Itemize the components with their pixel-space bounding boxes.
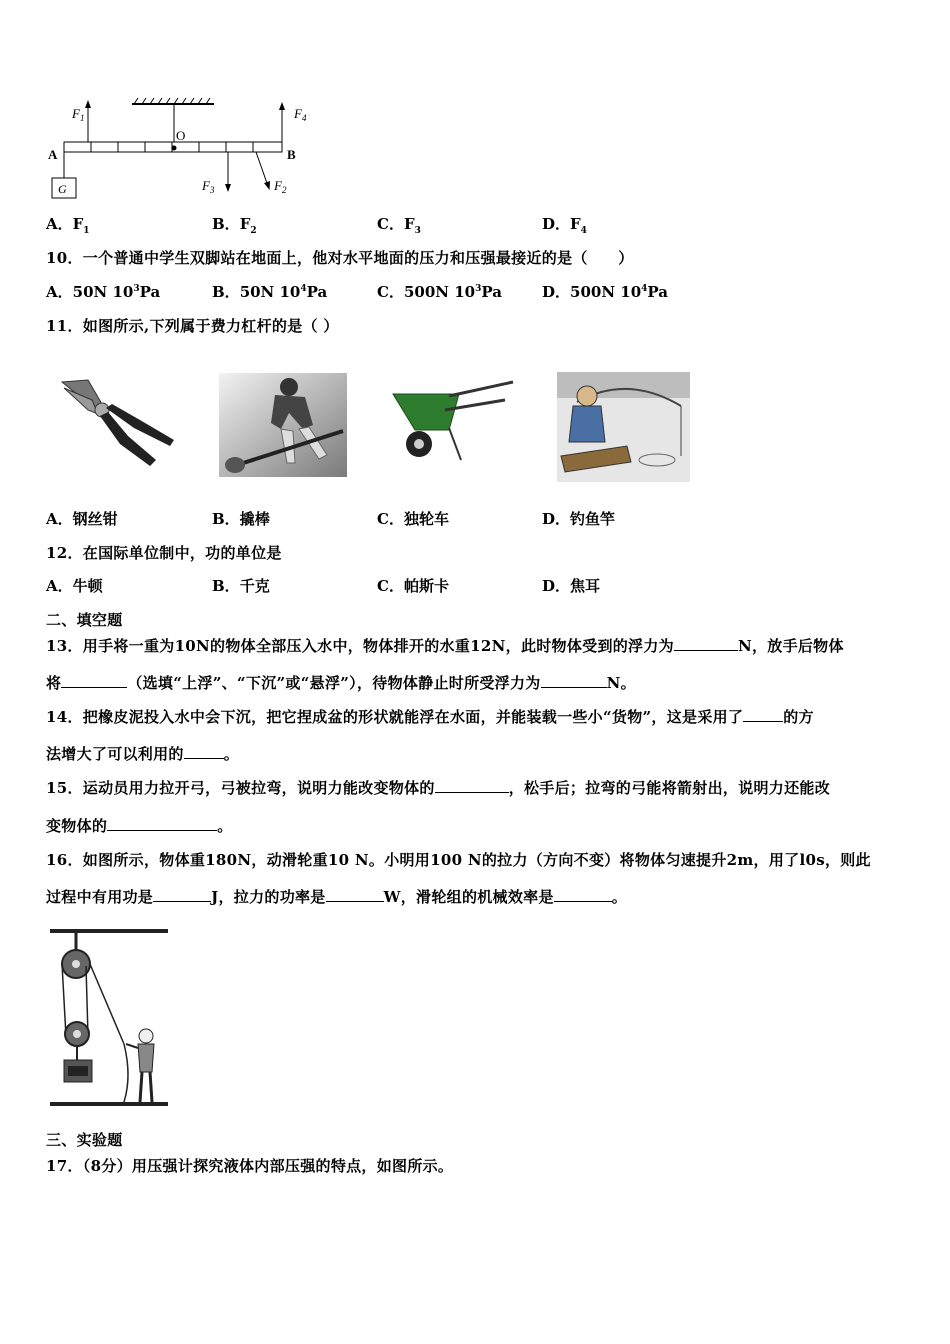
lever-diagram (44, 96, 324, 206)
label-F1: F (72, 106, 80, 121)
q12-option-d[interactable]: D．焦耳 (542, 577, 601, 595)
q11-option-c[interactable]: C．独轮车 (377, 510, 449, 528)
q9-option-a[interactable]: A．$F_1$ (46, 215, 90, 236)
q11-stem: 11．如图所示,下列属于费力杠杆的是（ ） (46, 317, 339, 335)
q16-line2: 过程中有用功是 J，拉力的功率是 W，滑轮组的机械效率是 。 (46, 888, 628, 906)
label-F3-sub: 3 (209, 185, 215, 195)
q11-option-d[interactable]: D．钓鱼竿 (542, 510, 616, 528)
q10-option-b[interactable]: B．50N $10^4Pa$ (212, 283, 328, 301)
label-F3: F (202, 178, 210, 193)
q15-blank-1[interactable] (435, 778, 509, 793)
q13-blank-2[interactable] (61, 673, 127, 688)
crowbar-image (219, 373, 347, 477)
label-F4-sub: 4 (301, 113, 307, 123)
label-F1-sub: 1 (79, 113, 85, 123)
q12-stem: 12．在国际单位制中，功的单位是 (46, 544, 282, 562)
section-heading-experiment: 三、实验题 (46, 1131, 123, 1149)
label-B: B (287, 147, 296, 162)
label-F2: F (274, 178, 282, 193)
label-F2-sub: 2 (281, 185, 287, 195)
q14-blank-2[interactable] (184, 744, 224, 759)
q11-option-b[interactable]: B．撬棒 (212, 510, 270, 528)
q15-blank-2[interactable] (107, 816, 217, 831)
section-heading-fill-in: 二、填空题 (46, 611, 123, 629)
wheelbarrow-image (389, 380, 519, 464)
label-O: O (176, 128, 186, 143)
q10-stem: 10．一个普通中学生双脚站在地面上，他对水平地面的压力和压强最接近的是（ ） (46, 249, 634, 267)
q16-blank-2[interactable] (326, 887, 384, 902)
q13-blank-1[interactable] (674, 636, 738, 651)
q9-option-d[interactable]: D．$F_4$ (542, 215, 587, 236)
svg-text:F1 (71, 106, 84, 123)
q10-option-a[interactable]: A．50N $10^3Pa$ (46, 283, 161, 301)
q13-line1: 13．用手将一重为10N的物体全部压入水中，物体排开的水重12N，此时物体受到的浮力为 N，放手后物体 (46, 637, 844, 655)
label-G: G (58, 182, 67, 196)
q16-blank-1[interactable] (153, 887, 211, 902)
q12-option-b[interactable]: B．千克 (212, 577, 270, 595)
svg-text:F4 (293, 106, 307, 123)
pulley-diagram (50, 926, 170, 1112)
q16-blank-3[interactable] (554, 887, 612, 902)
label-A: A (48, 147, 58, 162)
q13-line2: 将 （选填“上浮”、“下沉”或“悬浮”），待物体静止时所受浮力为 N。 (46, 674, 636, 692)
q10-option-d[interactable]: D．500N $10^4Pa$ (542, 283, 669, 301)
q14-line2: 法增大了可以利用的 。 (46, 745, 240, 763)
fishing-image (557, 372, 690, 482)
q17-stem: 17．（8分）用压强计探究液体内部压强的特点，如图所示。 (46, 1157, 454, 1175)
q10-option-c[interactable]: C．500N $10^3Pa$ (377, 283, 502, 301)
q11-option-a[interactable]: A．钢丝钳 (46, 510, 118, 528)
svg-text:F3 (201, 178, 215, 195)
pliers-image (58, 374, 178, 470)
q13-blank-3[interactable] (541, 673, 607, 688)
q15-line1: 15．运动员用力拉开弓，弓被拉弯，说明力能改变物体的 ，松手后；拉弯的弓能将箭射出，说明力还能改 (46, 779, 830, 797)
q9-option-b[interactable]: B．$F_2$ (212, 215, 257, 236)
q12-option-a[interactable]: A．牛顿 (46, 577, 103, 595)
label-F4: F (294, 106, 302, 121)
svg-text:F2 (273, 178, 287, 195)
q14-line1: 14．把橡皮泥投入水中会下沉，把它捏成盆的形状就能浮在水面，并能装载一些小“货物”，这是采用了 的方 (46, 708, 814, 726)
q12-option-c[interactable]: C．帕斯卡 (377, 577, 449, 595)
q9-option-c[interactable]: C．$F_3$ (377, 215, 421, 236)
q14-blank-1[interactable] (743, 707, 783, 722)
q16-line1: 16．如图所示，物体重180N，动滑轮重10 N。小明用100 N的拉力（方向不变）将物体匀速提升2m，用了l0s，则此 (46, 851, 871, 869)
q15-line2: 变物体的 。 (46, 817, 233, 835)
